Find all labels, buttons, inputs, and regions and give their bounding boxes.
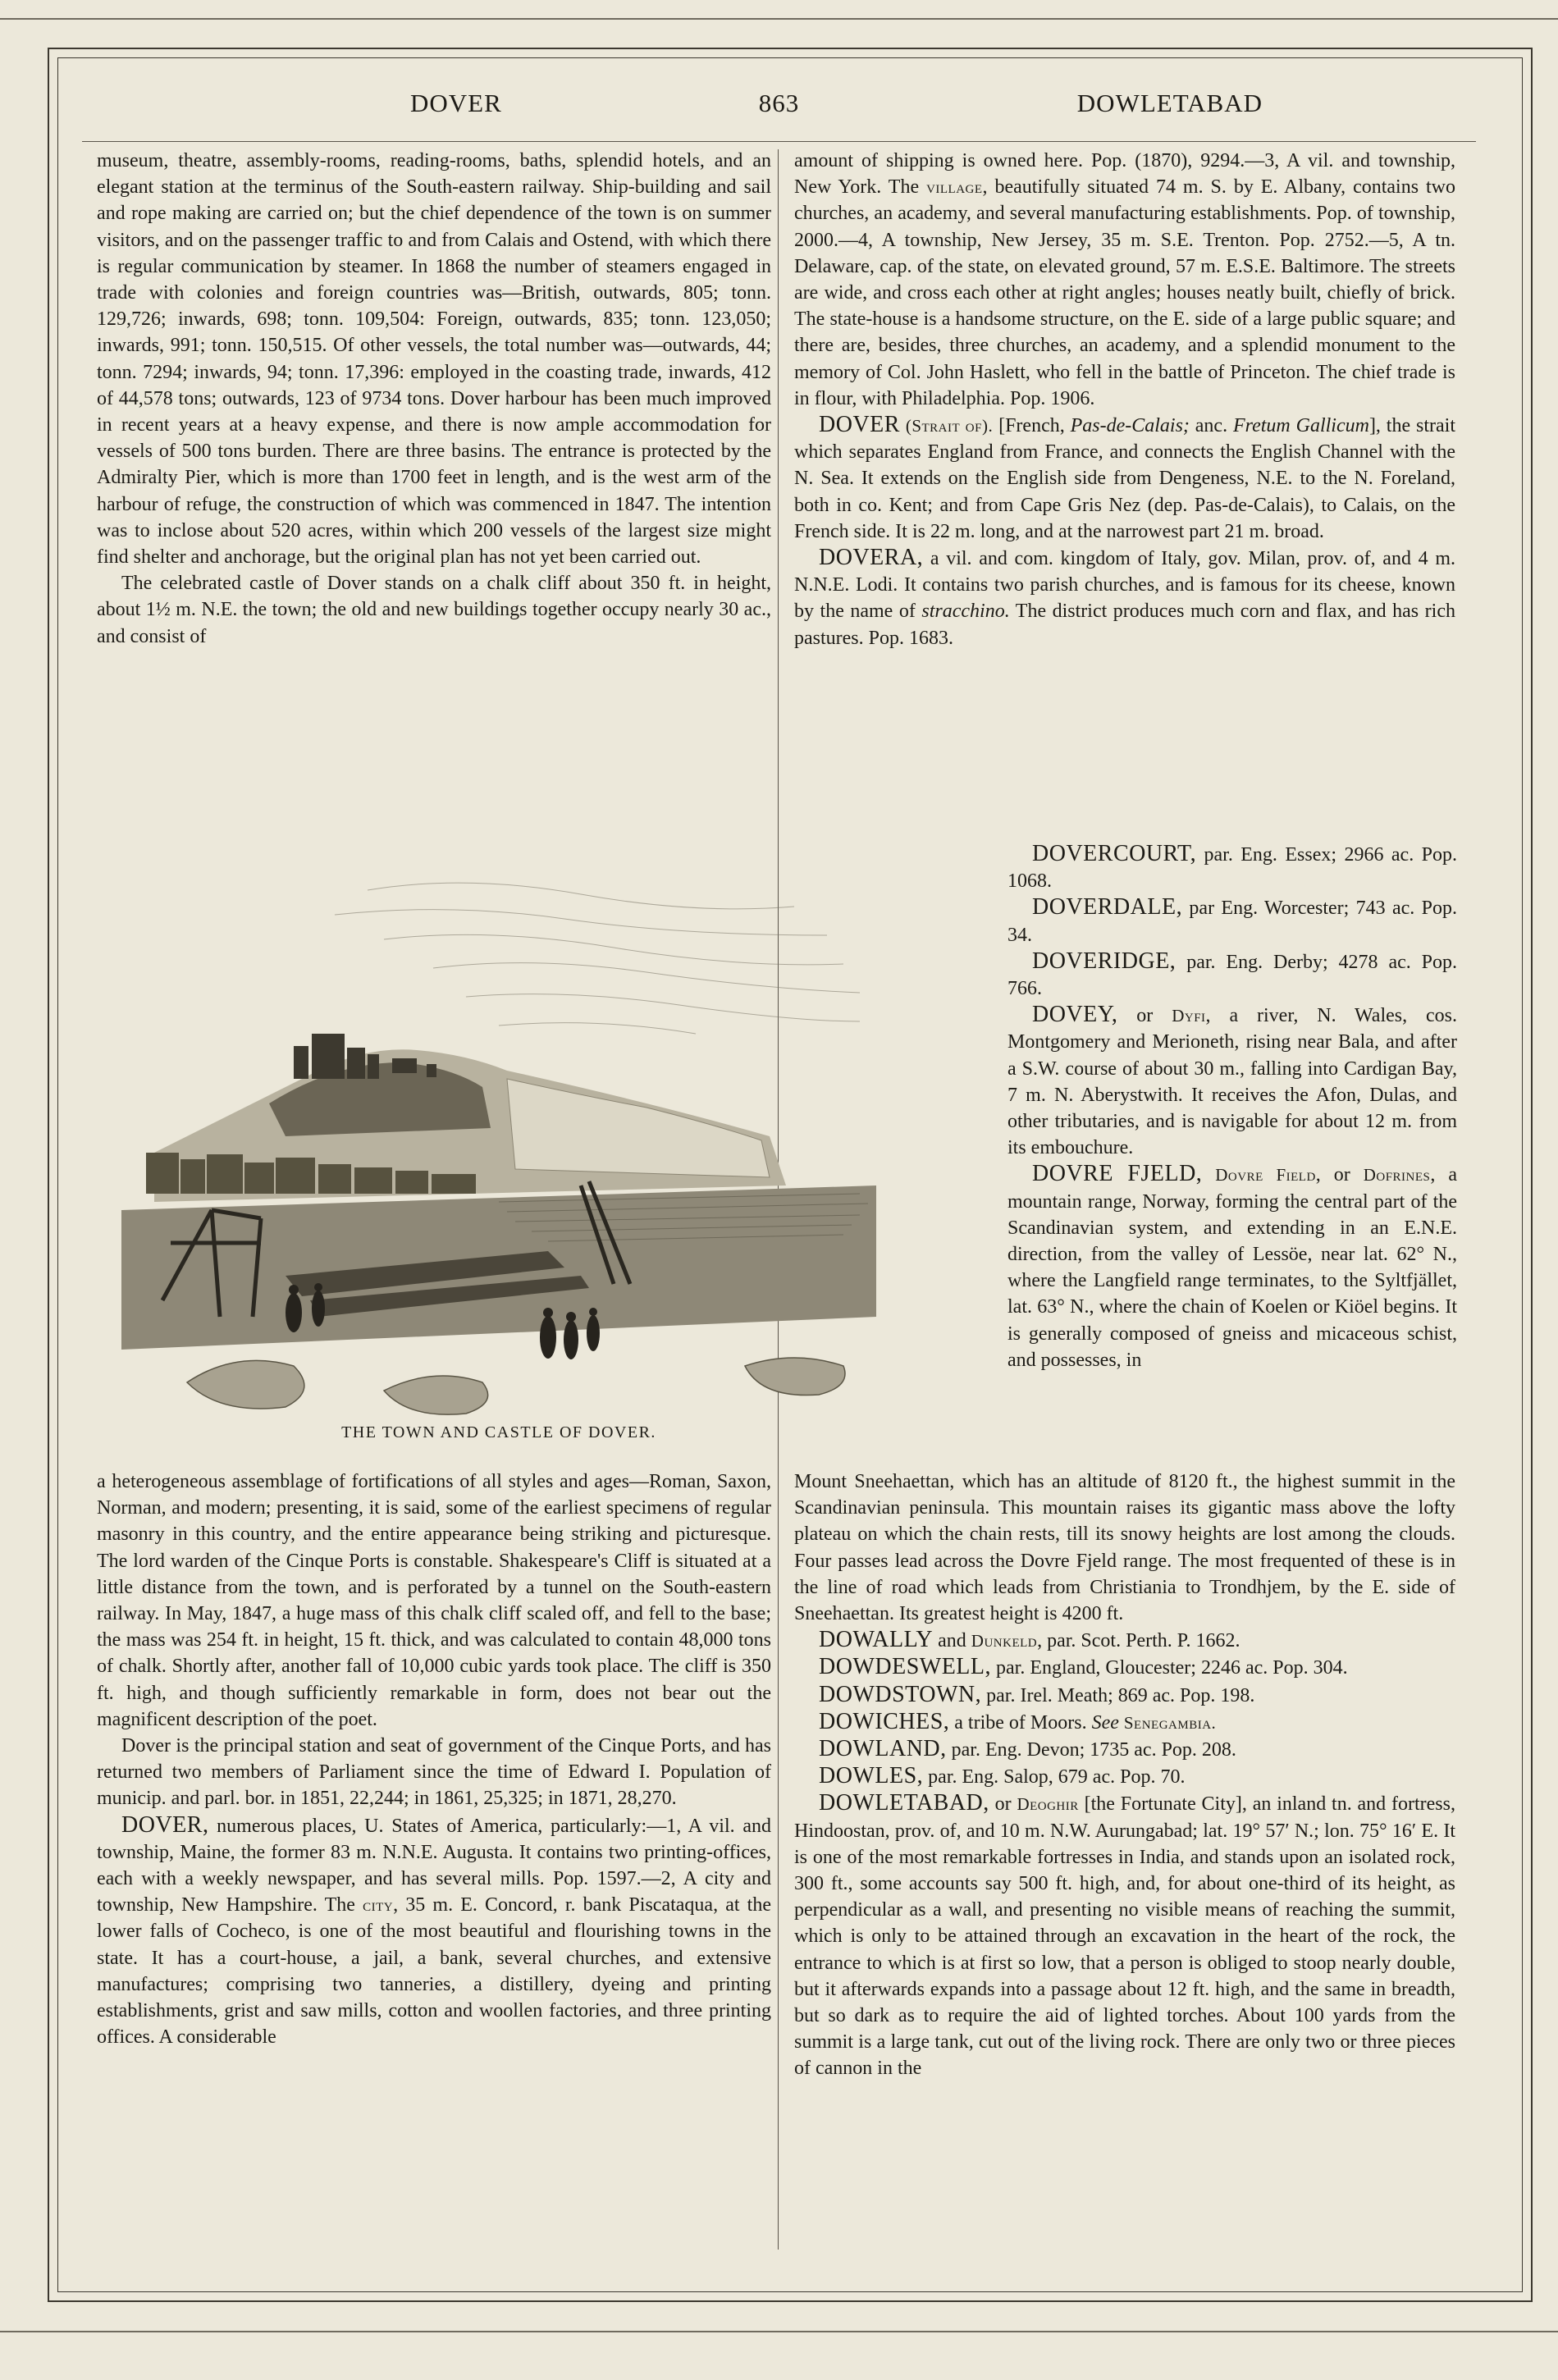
- entry-text: , beautifully situated 74 m. S. by E. Albany, contains two churches, an academy, and several manufacturing establishments. Pop. of township, 2000.—4, A township, New Jersey, 35 m. S.E. Trenton. Pop. 2752.—5, A tn. Delaware, cap. of the state, on elevated ground, 57 m. E.S.E. Baltimore. The streets are wide, and cross each other at right angles; houses neatly built, chiefly of brick. The state-house is a handsome structure, on the E. side of a large public square; and there are, besides, three churches, an academy, and a splendid monument to the memory of Col. John Haslett, who fell in the battle of Princeton. The chief trade is in flour, with Philadelphia. Pop. 1906.: [794, 176, 1456, 409]
- dovre-fjeld-entry: [1007, 1161, 1457, 1373]
- entry-text: par Eng. Worcester; 743 ac. Pop. 34.: [1007, 898, 1457, 946]
- entry-text: [the Fortunate City], an inland tn. and fortress, Hindoostan, prov. of, and 10 m. N.W. Aurungabad; lat. 19° 57′ N.; lon. 75° 16′ E. It is one of the most remarkable fortresses in India, and stands upon an isolated rock, 300 ft., some accounts say 500 ft. high, and, for about one-third of its height, as perpendicular as a wall, and presenting no visible means of reaching the summit, which is only to be attained through an excavation in the heart of the rock, the entrance to which is at first so low, that a person is obliged to stoop nearly double, but it afterwards expands into a passage about 12 ft. high, and the same in breadth, but so dark as to require the aid of lighted torches. About 100 yards from the summit is a large tank, cut out of the living rock. There are only two or three pieces of cannon in the: [794, 1793, 1455, 2080]
- entry-text: ], the strait which separates England from France, and connects the English Channel with the N. Sea. It extends on the English side from Dengeness, N.E. to the N. Foreland, both in co. Kent; and from Cape Gris Nez (dep. Pas-de-Calais), to Calais, on the French side. It is 22 m. long, and at the narrowest part 21 m. broad.: [794, 415, 1455, 542]
- dowally-entry: [794, 1627, 1455, 1654]
- sky-hatching: [335, 883, 860, 1034]
- entry-text: , a river, N. Wales, cos. Montgomery and Merioneth, rising near Bala, and after a S.W. course of about 30 m., falling into Cardigan Bay, 7 m. N. Aberystwith. It receives the Afon, Dulas, and other tributaries, and is navigable for about 12 m. from its embouchure.: [1007, 1005, 1457, 1159]
- outer-rule-top: [0, 18, 1558, 20]
- entry-italic: Pas-de-Calais;: [1070, 415, 1190, 437]
- entry-headword: DOVERCOURT,: [1032, 841, 1197, 866]
- dowdeswell-entry: [794, 1654, 1455, 1681]
- entry-text: , a mountain range, Norway, forming the central part of the Scandinavian system, and extending in an E.N.E. direction, from the valley of Lessöe, near lat. 62° N., where the Langfield range terminates, to the Syltfjället, lat. 63° N., where the chain of Koelen or Kiöel begins. It is generally composed of gneiss and micaceous schist, and possesses, in: [1007, 1164, 1457, 1371]
- entry-text: par. Eng. Essex; 2966 ac. Pop. 1068.: [1007, 844, 1457, 893]
- entry-text: par. Eng. Derby; 4278 ac. Pop. 766.: [1007, 951, 1457, 1000]
- header-rule: [82, 141, 1476, 142]
- castle-continued-paragraph: a heterogeneous assemblage of fortifications of all styles and ages—Roman, Saxon, Norman, and modern; presenting, it is said, some of the earliest specimens of regular masonry in this country, and the entire appearance being striking and picturesque. The lord warden of the Cinque Ports is constable. Shakespeare's Cliff is situated at a little distance from the town, and is perforated by a tunnel on the South-eastern railway. In May, 1847, a huge mass of this chalk cliff scaled off, and fell to the base; the mass was 254 ft. in height, 15 ft. thick, and was calculated to contain 48,000 tons of chalk. Shortly after, another fall of 10,000 cubic yards took place. The cliff is 350 ft. high, and though sufficiently remarkable in form, does not bear out the magnificent description of the poet.: [97, 1471, 771, 1730]
- entry-text: par. Eng. Salop, 679 ac. Pop. 70.: [923, 1766, 1186, 1788]
- entry-smallcaps: Dunkeld: [971, 1631, 1038, 1651]
- left-column-bottom: [97, 1469, 771, 2050]
- running-head: [66, 89, 1492, 130]
- entry-smallcaps: Deoghir: [1017, 1794, 1079, 1815]
- page-number: 863: [758, 89, 800, 117]
- right-column-top: [794, 148, 1455, 651]
- entry-text: a tribe of Moors.: [949, 1711, 1092, 1734]
- dover-usa-continued: [794, 148, 1455, 412]
- entry-text: par. Irel. Meath; 869 ac. Pop. 198.: [981, 1684, 1255, 1706]
- dowland-entry: [794, 1736, 1455, 1763]
- dowdstown-entry: [794, 1682, 1455, 1709]
- entry-headword: DOVERIDGE,: [1032, 948, 1176, 974]
- dover-engraving: [121, 857, 876, 1423]
- entry-text: numerous places, U. States of America, particularly:—1, A vil. and township, Maine, the former 83 m. N.N.E. Augusta. It contains two printing-offices, each with a weekly newspaper, and has several mills. Pop. 1597.—2, A city and township, New Hampshire. The: [97, 1815, 771, 1916]
- cinque-ports-paragraph: Dover is the principal station and seat of government of the Cinque Ports, and has returned two members of Parliament since the time of Edward I. Population of municip. and parl. bor. in 1851, 22,244; in 1861, 25,325; in 1871, 28,270.: [97, 1735, 771, 1810]
- entry-text: par. England, Gloucester; 2246 ac. Pop. 304.: [991, 1657, 1348, 1679]
- dowles-entry: [794, 1763, 1455, 1790]
- entry-headword: DOVERA,: [819, 545, 924, 571]
- entry-text: , or: [1315, 1164, 1364, 1186]
- entry-headword: DOWLETABAD,: [819, 1790, 989, 1816]
- entry-headword: DOWICHES,: [819, 1708, 950, 1734]
- entry-text: [French,: [993, 415, 1071, 437]
- entry-text: , 35 m. E. Concord, r. bank Piscataqua, at the lower falls of Cocheco, is one of the most beautiful and flourishing towns in the state. It has a court-house, a jail, a bank, several churches, and extensive manufactures; comprising two tanneries, a distillery, dyeing and printing establishments, grist and saw mills, cotton and woollen factories, and three printing offices. A considerable: [97, 1894, 772, 2049]
- left-column-top: [97, 148, 771, 650]
- dover-usa-paragraph: [97, 1812, 771, 2051]
- entry-smallcaps: Dofrines: [1363, 1165, 1431, 1185]
- entry-smallcaps: village: [926, 177, 983, 198]
- entry-smallcaps: Senegambia.: [1123, 1712, 1217, 1733]
- entry-headword: DOWDSTOWN,: [819, 1681, 982, 1707]
- right-column-bottom: [794, 1469, 1455, 2082]
- dowiches-entry: [794, 1709, 1455, 1736]
- dovera-entry: [794, 545, 1455, 651]
- entry-headword: DOWLES,: [819, 1763, 924, 1789]
- entry-headword: DOVER: [819, 412, 900, 438]
- entry-text: or: [1117, 1005, 1172, 1027]
- entry-text: , par. Scot. Perth. P. 1662.: [1037, 1630, 1240, 1652]
- right-column-middle: [1007, 841, 1457, 1373]
- strait-of-dover-entry: [794, 412, 1455, 545]
- entry-text: and: [933, 1630, 971, 1652]
- entry-text: or: [989, 1793, 1017, 1816]
- foreground-rocks: [187, 1358, 845, 1414]
- entry-headword: DOWALLY: [819, 1627, 934, 1653]
- entry-text: amount of shipping is owned here. Pop. (1870), 9294.—3, A vil. and township, New York. The: [794, 150, 1455, 199]
- entry-headword: DOVER,: [121, 1811, 209, 1838]
- entry-text: anc.: [1189, 415, 1233, 437]
- running-head-left: DOVER: [410, 89, 502, 117]
- entry-headword: DOWDESWELL,: [819, 1654, 992, 1680]
- entry-smallcaps: Dyfi: [1172, 1006, 1206, 1026]
- doverdale-entry: [1007, 894, 1457, 948]
- dover-harbour-paragraph: museum, theatre, assembly-rooms, reading-rooms, baths, splendid hotels, and an elegant station at the terminus of the South-eastern railway. Ship-building and sail and rope making are carried on; but the chief dependence of the town is on summer visitors, and on the passenger traffic to and from Calais and Ostend, with which there is regular communication by steamer. In 1868 the number of steamers engaged in trade with colonies and foreign countries was—British, outwards, 805; tonn. 129,726; inwards, 698; tonn. 109,504: Foreign, outwards, 835; tonn. 123,050; inwards, 991; tonn. 150,515. Of other vessels, the total number was—outwards, 44; tonn. 7294; inwards, 94; tonn. 17,396: employed in the coasting trade, inwards, 412 of 44,578 tons; outwards, 123 of 9734 tons. Dover harbour has been much improved in recent years at a heavy expense, and there is now ample accommodation for vessels of 500 tons burden. There are three basins. The entrance is protected by the Admiralty Pier, which is more than 1700 feet in length, and is the west arm of the harbour of refuge, the construction of which was commenced in 1847. The intention was to inclose about 520 acres, within which 200 vessels of the largest size might find shelter and anchorage, but the original plan has not yet been carried out.: [97, 150, 771, 569]
- running-head-right: DOWLETABAD: [1076, 89, 1263, 117]
- doveridge-entry: [1007, 948, 1457, 1002]
- dowletabad-entry: [794, 1790, 1455, 2081]
- entry-text: par. Eng. Devon; 1735 ac. Pop. 208.: [946, 1739, 1236, 1761]
- entry-italic: Fretum Gallicum: [1232, 415, 1369, 437]
- entry-text: a vil. and com. kingdom of Italy, gov. Milan, prov. of, and 4 m. N.N.E. Lodi. It contains two parish churches, and is famous for its cheese, known by the name of: [794, 548, 1455, 623]
- dovey-entry: [1007, 1002, 1457, 1161]
- entry-smallcaps: (Strait of).: [905, 416, 994, 436]
- outer-rule-bottom: [0, 2331, 1558, 2332]
- entry-smallcaps: Dovre Field: [1215, 1165, 1316, 1185]
- dovercourt-entry: [1007, 841, 1457, 894]
- entry-text: The district produces much corn and flax, and has rich pastures. Pop. 1683.: [794, 601, 1455, 649]
- illustration-caption: THE TOWN AND CASTLE OF DOVER.: [341, 1423, 656, 1441]
- entry-italic: stracchino.: [921, 601, 1010, 623]
- entry-headword: DOVERDALE,: [1032, 894, 1183, 920]
- entry-headword: DOVRE FJELD,: [1032, 1161, 1203, 1187]
- dover-castle-paragraph: The celebrated castle of Dover stands on a chalk cliff about 350 ft. in height, about 1½ m. N.E. the town; the old and new buildings together occupy nearly 30 ac., and consist of: [97, 573, 771, 647]
- entry-headword: DOWLAND,: [819, 1736, 947, 1762]
- entry-headword: DOVEY,: [1032, 1002, 1118, 1028]
- entry-italic: See: [1091, 1711, 1119, 1734]
- dovre-fjeld-continued: Mount Sneehaettan, which has an altitude of 8120 ft., the highest summit in the Scandinavian peninsula. This mountain raises its gigantic mass above the lofty plateau on which the chain rests, till its snowy heights are lost among the clouds. Four passes lead across the Dovre Fjeld range. The most frequented of these is in the line of road which leads from Christiania to Trondhjem, by the E. side of Sneehaettan. Its greatest height is 4200 ft.: [794, 1471, 1455, 1625]
- entry-smallcaps: city: [363, 1895, 394, 1916]
